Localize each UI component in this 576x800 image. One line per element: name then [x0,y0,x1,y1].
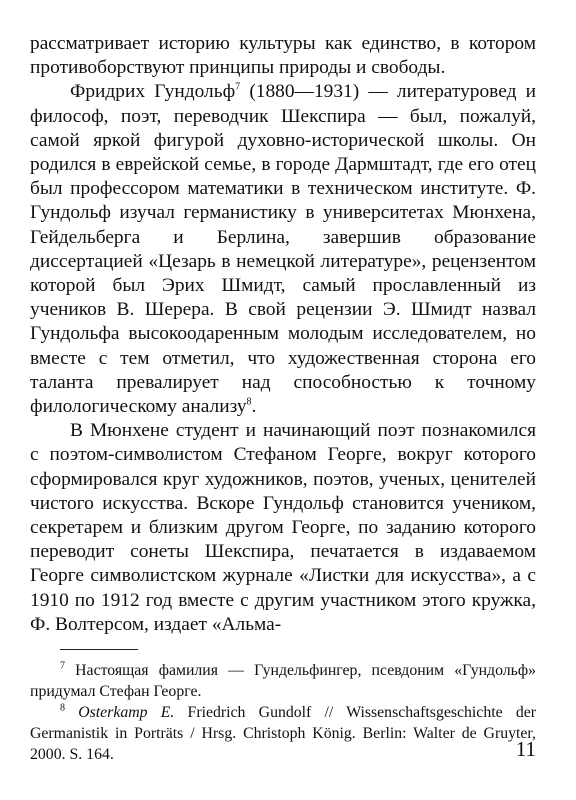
footnotes [30,660,536,765]
text-run: Friedrich Gundolf // Wissenschaftsgeschichte der Germanistik in Porträts / Hrsg. Christoph König. Berlin: Walter de Gruyter, 2000. S. 164. [30,704,536,763]
text-run [65,704,78,721]
text-run: рассматривает историю культуры как единство, в котором противоборствуют принципы природы и свободы. [30,33,536,79]
paragraph [30,419,536,637]
main-text [30,32,536,637]
footnote-marker: 7 [60,660,65,672]
footnote [30,702,536,765]
text-run: Фридрих Гундольф [70,81,236,103]
text-run: В Мюнхене студент и начинающий поэт познакомился с поэтом-символистом Стефаном Георге, вокруг которого сформировался круг художников, поэтов, ученых, ценителей чистого искусства. Вскоре Гундольф становится учеником, секретарем и близким другом Георге, по заданию которого переводит сонеты Шекспира, печатается в издаваемом Георге символистском журнале «Листки для искусства», а с 1910 по 1912 год вместе с другим участником этого кружка, Ф. Волтерсом, издает «Альма- [30,420,536,635]
paragraph [30,80,536,419]
text-run: Настоящая фамилия — Гундельфингер, псевдоним «Гундольф» придумал Стефан Георге. [30,662,536,700]
footnote-marker: 7 [235,81,241,93]
cited-author: Osterkamp E. [78,704,175,721]
footnote-marker: 8 [60,702,65,714]
paragraph [30,32,536,80]
footnote-marker: 8 [246,396,252,408]
text-run: . [251,396,257,418]
footnote [30,660,536,702]
page-number: 11 [515,737,536,761]
text-run: (1880—1931) — литературовед и философ, поэт, переводчик Шекспира — был, пожалуй, самой яркой фигурой духовно-исторической школы. Он родился в еврейской семье, в городе Дармштадт, где его отец был профессором математики в техническом институте. Ф. Гундольф изучал германистику в университетах Мюнхена, Гейдельберга и Берлина, завершив образование диссертацией «Цезарь в немецкой литературе», рецензентом которой был Эрих Шмидт, самый прославленный из учеников В. Шерера. В свой рецензии Э. Шмидт назвал Гундольфа высокоодаренным молодым исследователем, но вместе с тем отметил, что художественная сторона его таланта превалирует над способностью к точному филологическому анализу [30,81,536,418]
footnote-divider [60,649,138,650]
